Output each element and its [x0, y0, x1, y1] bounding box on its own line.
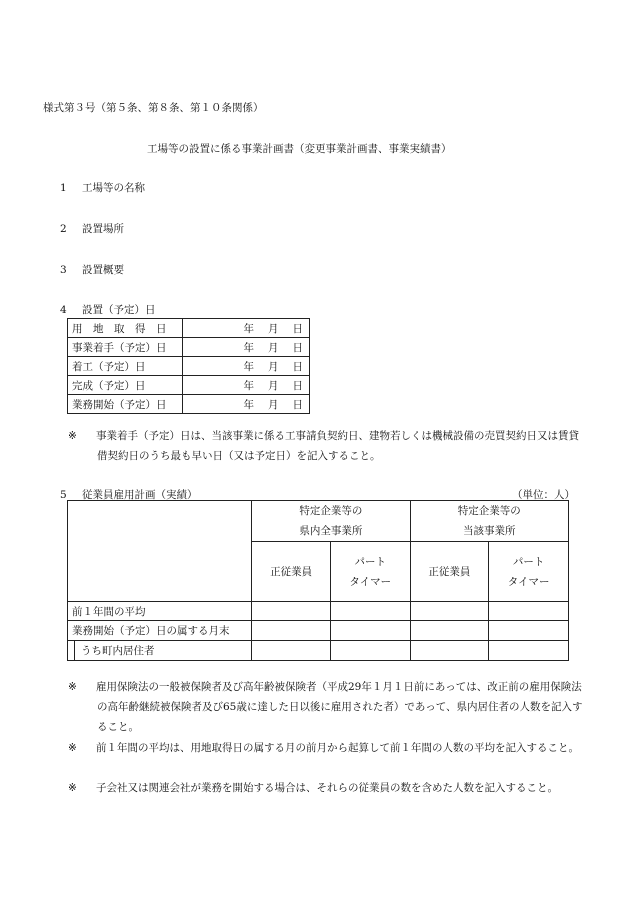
- section-number: 3: [60, 264, 67, 276]
- cell-input[interactable]: [410, 621, 489, 641]
- section-3: [60, 262, 124, 277]
- table-row: [68, 357, 310, 376]
- date-value[interactable]: 年 月 日: [183, 376, 310, 395]
- note-text: 事業着手（予定）日は、当該事業に係る工事請負契約日、建物若しくは機械設備の売買契約日又は賃貸借契約日のうち最も早い日（又は予定日）を記入すること。: [96, 430, 579, 462]
- table-row: [68, 621, 569, 641]
- employment-note-3: [68, 778, 588, 798]
- date-value[interactable]: 年 月 日: [183, 395, 310, 414]
- table-row: [68, 602, 569, 621]
- row-label: うち町内居住者: [68, 641, 252, 661]
- section-label: 設置概要: [82, 264, 125, 276]
- unit-label: （単位：人）: [512, 489, 575, 501]
- date-value[interactable]: 年 月 日: [183, 357, 310, 376]
- cell-input[interactable]: [252, 602, 331, 621]
- form-number: 様式第３号（第５条、第８条、第１０条関係）: [43, 102, 264, 114]
- date-value[interactable]: 年 月 日: [183, 319, 310, 338]
- section-label: 工場等の名称: [82, 182, 146, 194]
- note-mark: ※: [68, 430, 77, 442]
- cell-input[interactable]: [489, 602, 569, 621]
- row-label: 業務開始（予定）日の属する月末: [68, 621, 252, 641]
- note-text: 雇用保険法の一般被保険者及び高年齢被保険者（平成29年１月１日前にあっては、改正前の雇用保険法の高年齢継続被保険者及び65歳に達した日以後に雇用された者）であって、県内居住者の人数を記入すること。: [96, 681, 583, 733]
- table-row: [68, 501, 569, 542]
- section-1: [60, 180, 145, 195]
- table-row: [68, 395, 310, 414]
- date-label: 着工（予定）日: [68, 357, 183, 376]
- employment-note-1: [68, 677, 588, 737]
- group-header-all-offices: 特定企業等の 県内全事業所: [252, 501, 410, 542]
- table-row: [68, 319, 310, 338]
- note-mark: ※: [68, 742, 77, 754]
- section-number: 2: [60, 223, 67, 235]
- cell-input[interactable]: [330, 621, 410, 641]
- date-label: 事業着手（予定）日: [68, 338, 183, 357]
- cell-input[interactable]: [330, 602, 410, 621]
- section-number: 4: [60, 304, 67, 316]
- section-4: [60, 302, 156, 317]
- section-number: 1: [60, 182, 67, 194]
- header-blank: [68, 501, 252, 602]
- employment-note-2: [68, 738, 588, 758]
- note-text: 子会社又は関連会社が業務を開始する場合は、それらの従業員の数を含めた人数を記入すること。: [96, 782, 558, 794]
- table-row: [68, 376, 310, 395]
- group-header-this-office: 特定企業等の 当該事業所: [410, 501, 568, 542]
- table-row: [68, 338, 310, 357]
- date-table: [67, 318, 310, 414]
- row-label: 前１年間の平均: [68, 602, 252, 621]
- cell-input[interactable]: [252, 641, 331, 661]
- date-label: 完成（予定）日: [68, 376, 183, 395]
- table-row: [68, 641, 569, 661]
- employment-table: [67, 500, 569, 661]
- section-number: 5: [60, 489, 67, 501]
- section-2: [60, 221, 124, 236]
- date-note: [68, 426, 588, 466]
- cell-input[interactable]: [489, 641, 569, 661]
- col-part-timers: パート タイマー: [330, 542, 410, 602]
- note-mark: ※: [68, 782, 77, 794]
- cell-input[interactable]: [330, 641, 410, 661]
- cell-input[interactable]: [410, 602, 489, 621]
- col-part-timers: パート タイマー: [489, 542, 569, 602]
- cell-input[interactable]: [489, 621, 569, 641]
- document-title: 工場等の設置に係る事業計画書（変更事業計画書、事業実績書）: [147, 143, 452, 155]
- section-label: 従業員雇用計画（実績）: [82, 489, 198, 501]
- section-label: 設置場所: [82, 223, 125, 235]
- note-text: 前１年間の平均は、用地取得日の属する月の前月から起算して前１年間の人数の平均を記入すること。: [96, 742, 579, 754]
- date-label: 業務開始（予定）日: [68, 395, 183, 414]
- date-value[interactable]: 年 月 日: [183, 338, 310, 357]
- date-label: 用 地 取 得 日: [68, 319, 183, 338]
- cell-input[interactable]: [252, 621, 331, 641]
- col-regular-employees: 正従業員: [410, 542, 489, 602]
- section-label: 設置（予定）日: [82, 304, 156, 316]
- cell-input[interactable]: [410, 641, 489, 661]
- col-regular-employees: 正従業員: [252, 542, 331, 602]
- note-mark: ※: [68, 681, 77, 693]
